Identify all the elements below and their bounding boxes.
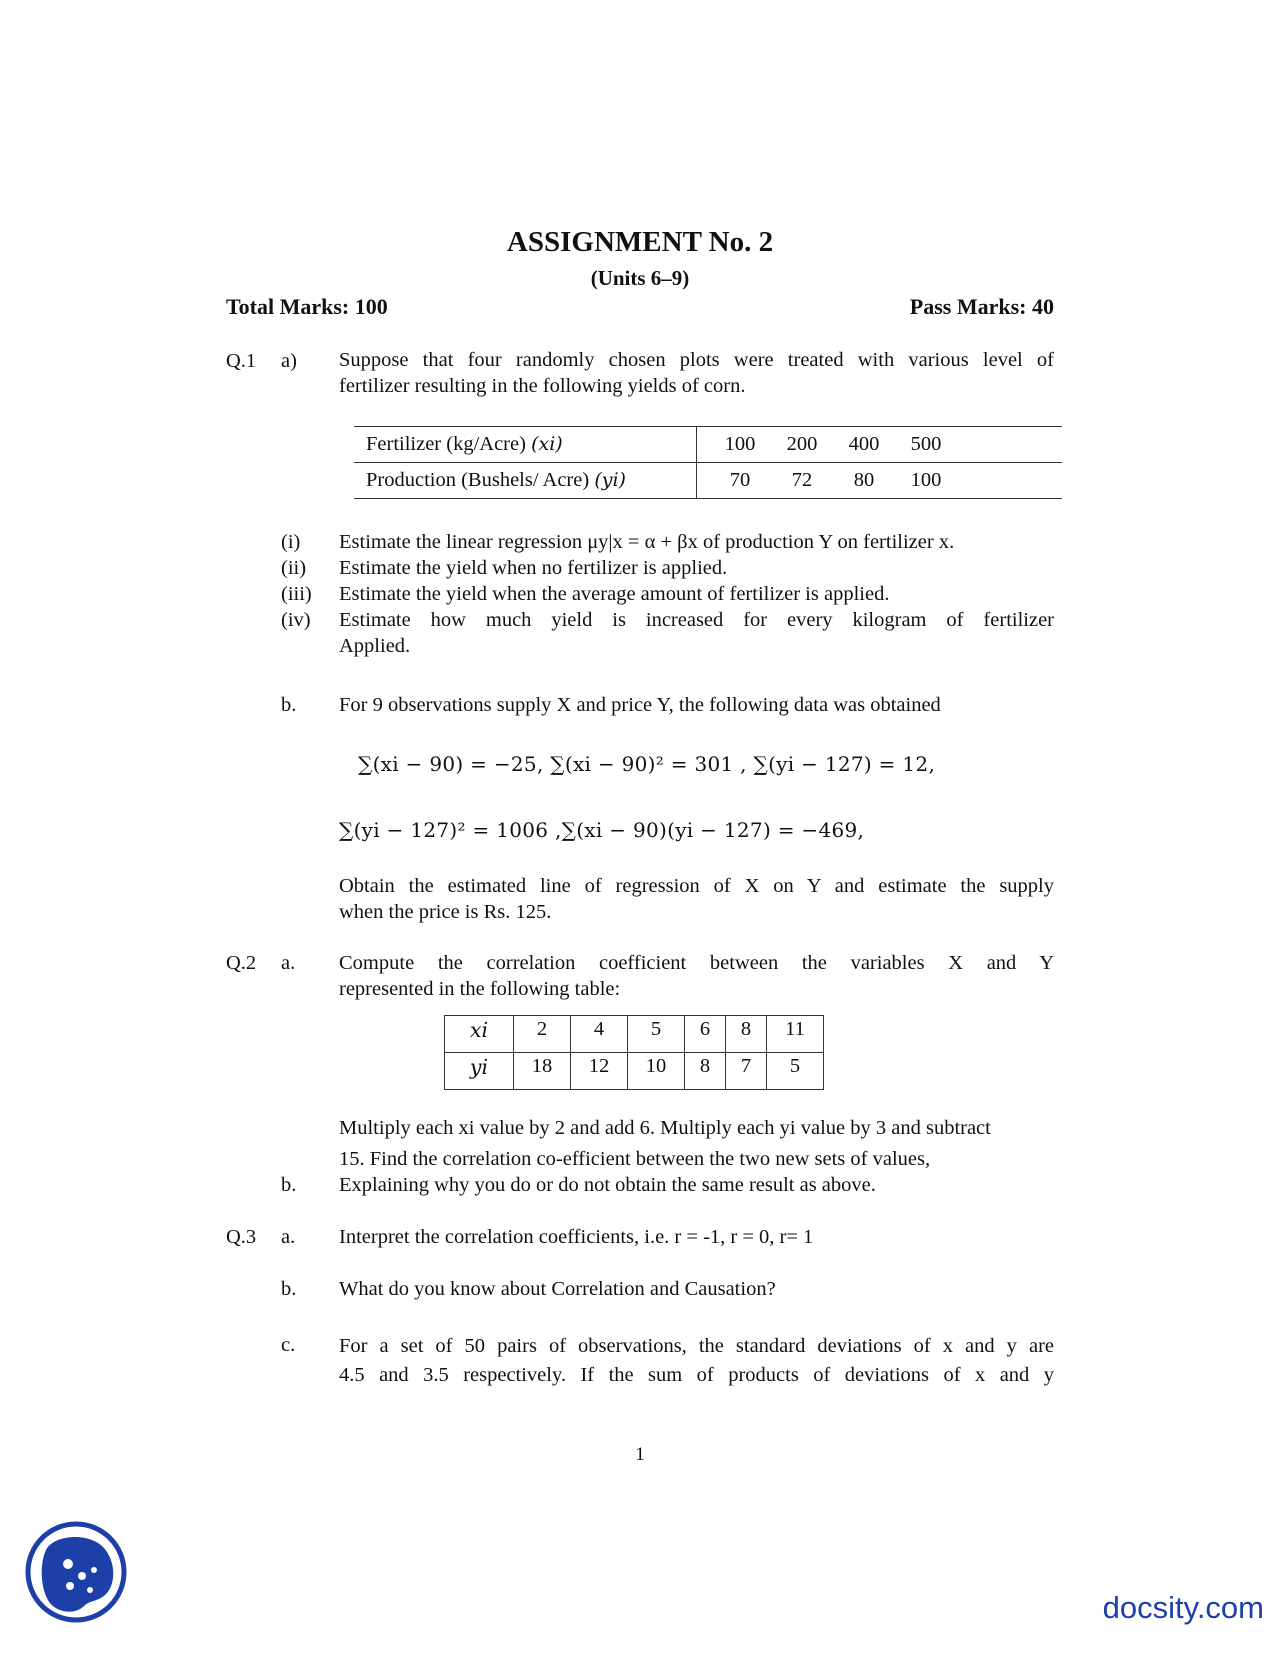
fertilizer-production-table [354, 426, 1062, 499]
table-cell: 18 [514, 1053, 571, 1090]
table-cell: 80 [853, 469, 875, 491]
table-cell: 72 [791, 469, 813, 491]
table-cell: 7 [726, 1053, 767, 1090]
q2-part-a-text [339, 950, 1054, 1002]
q1-part-a-label: a) [281, 350, 297, 372]
q3-part-a-text: Interpret the correlation coefficients, i.e. r = -1, r = 0, r= 1 [339, 1226, 814, 1248]
sub-item-text: Estimate how much yield is increased for every kilogram of fertilizer [339, 609, 1054, 631]
q3-number: Q.3 [226, 1226, 257, 1248]
fertilizer-label-cell [354, 427, 697, 463]
list-item [281, 607, 1061, 633]
q3-part-c-text [339, 1332, 1054, 1390]
table-cell: 500 [910, 433, 942, 455]
q1-part-b-task [339, 873, 1054, 925]
table-row [445, 1053, 824, 1090]
q1-part-b-intro: For 9 observations supply X and price Y, the following data was obtained [339, 694, 941, 716]
q1-sub-items [281, 529, 1061, 659]
units-subtitle: (Units 6–9) [590, 266, 690, 290]
sub-item-label: (i) [281, 531, 301, 553]
table-cell: 4 [571, 1016, 628, 1053]
q2-part-a-label: a. [281, 952, 296, 974]
fertilizer-values-cell [697, 427, 1063, 463]
q2-instruction-line2: 15. Find the correlation co-efficient between the two new sets of values, [339, 1148, 931, 1170]
table-cell: 2 [514, 1016, 571, 1053]
table-cell: 200 [786, 433, 818, 455]
table-cell: 100 [724, 433, 756, 455]
q1-part-b-label: b. [281, 694, 297, 716]
q3-part-c-line1: For a set of 50 pairs of observations, the standard deviations of x and y are [339, 1335, 1054, 1357]
sub-item-label: (ii) [281, 557, 307, 579]
list-item [281, 555, 1061, 581]
production-label: Production (Bushels/ Acre) [366, 469, 590, 491]
formula-line-1: ∑(xi − 90) = −25, ∑(xi − 90)² = 301 , ∑(yi − 127) = 12, [358, 752, 936, 776]
table-cell: 5 [628, 1016, 685, 1053]
q2-part-a-line2: represented in the following table: [339, 978, 621, 1000]
sub-item-text: Estimate the yield when the average amount of fertilizer is applied. [339, 583, 890, 605]
q1-part-b-task-line2: when the price is Rs. 125. [339, 901, 552, 923]
sub-item-label: (iii) [281, 583, 312, 605]
formula-line-2: ∑(yi − 127)² = 1006 ,∑(xi − 90)(yi − 127) = −469, [339, 818, 865, 842]
q1-part-a-line2: fertilizer resulting in the following yields of corn. [339, 375, 746, 397]
xy-data-table [444, 1015, 824, 1090]
production-var: (yi) [594, 469, 626, 491]
table-row [445, 1016, 824, 1053]
list-item [281, 529, 1061, 555]
q1-part-a-line1: Suppose that four randomly chosen plots were treated with various level of [339, 349, 1054, 371]
production-values-cell [697, 463, 1063, 499]
y-label-cell: yi [445, 1053, 514, 1090]
table-cell: 5 [767, 1053, 824, 1090]
table-row [354, 427, 1062, 463]
fertilizer-label: Fertilizer (kg/Acre) [366, 433, 526, 455]
q2-instruction-line1: Multiply each xi value by 2 and add 6. Multiply each yi value by 3 and subtract [339, 1117, 991, 1139]
q1-part-a-text [339, 347, 1054, 399]
q2-number: Q.2 [226, 952, 257, 974]
sub-item-label: (iv) [281, 609, 311, 631]
table-cell: 11 [767, 1016, 824, 1053]
q3-part-b-text: What do you know about Correlation and Causation? [339, 1278, 776, 1300]
table-cell: 10 [628, 1053, 685, 1090]
table-cell: 6 [685, 1016, 726, 1053]
q1-part-b-task-line1: Obtain the estimated line of regression of X on Y and estimate the supply [339, 875, 1054, 897]
list-item [281, 581, 1061, 607]
table-cell: 8 [685, 1053, 726, 1090]
fertilizer-var: (xi) [531, 433, 563, 455]
table-cell: 8 [726, 1016, 767, 1053]
page-number: 1 [635, 1444, 645, 1465]
sub-item-iv-continuation: Applied. [339, 635, 411, 657]
docsity-logo-icon [24, 1520, 128, 1624]
q2-part-b-label: b. [281, 1174, 297, 1196]
table-cell: 12 [571, 1053, 628, 1090]
q3-part-b-label: b. [281, 1278, 297, 1300]
q3-part-a-label: a. [281, 1226, 296, 1248]
q3-part-c-line2: 4.5 and 3.5 respectively. If the sum of products of deviations of x and y [339, 1364, 1054, 1386]
x-label-cell: xi [445, 1016, 514, 1053]
table-cell: 100 [910, 469, 942, 491]
q2-part-a-line1: Compute the correlation coefficient between the variables X and Y [339, 952, 1054, 974]
table-cell: 70 [729, 469, 751, 491]
table-row [354, 463, 1062, 499]
q1-number: Q.1 [226, 350, 257, 372]
q2-part-b-text: Explaining why you do or do not obtain the same result as above. [339, 1174, 876, 1196]
assignment-title: ASSIGNMENT No. 2 [506, 226, 774, 258]
docsity-brand[interactable]: docsity.com [1102, 1590, 1264, 1625]
production-label-cell [354, 463, 697, 499]
pass-marks: Pass Marks: 40 [909, 294, 1054, 319]
q2-instruction [339, 1113, 1059, 1175]
sub-item-text: Estimate the yield when no fertilizer is applied. [339, 557, 728, 579]
sub-item-text: Estimate the linear regression μy|x = α + βx of production Y on fertilizer x. [339, 531, 955, 553]
total-marks: Total Marks: 100 [226, 294, 388, 319]
table-cell: 400 [848, 433, 880, 455]
q3-part-c-label: c. [281, 1334, 296, 1356]
